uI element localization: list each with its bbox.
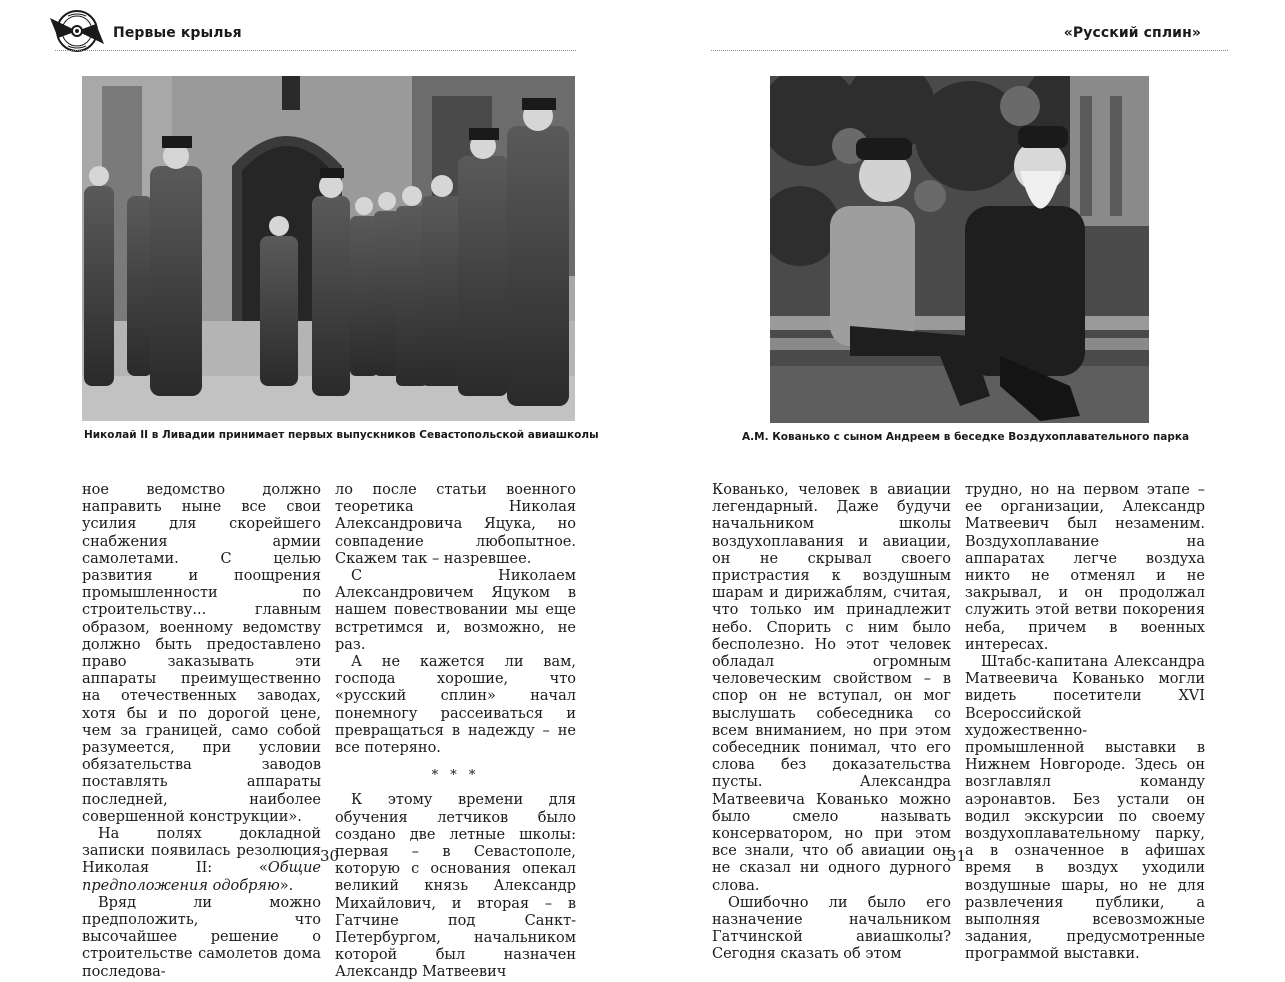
paragraph: ло после статьи военного теоретика Николая Александровича Яцука, но совпадение любопытное. Скажем так – назревшее. — [335, 482, 576, 567]
photo-caption: А.М. Кованько с сыном Андреем в беседке Воздухоплавательного парка — [742, 431, 1190, 443]
paragraph: Ошибочно ли было его назначение начальником Гатчинской авиашколы? Сегодня сказать об этом — [712, 894, 951, 963]
running-head: «Русский сплин» — [1063, 25, 1201, 41]
page-number: 30 — [320, 847, 340, 865]
paragraph: Кованько, человек в авиации легендарный. Даже будучи начальником школы воздухоплавания и авиации, он не скрывал своего пристрастия к воздушным шарам и дирижаблям, считая, что только им принадлежит небо. Спорить с ним было бесполезно. Но этот человек обладал огромным человеческим свойством – в спор он не вступал, он мог выслушать собеседника со всем вниманием, но при этом собеседник понимал, что его слова без доказательства пусты. Александра Матвеевича Кованько можно было смело называть консерватором, но при этом все знали, что об авиации он не сказал ни одного дурного слова. — [712, 482, 951, 894]
right-page — [642, 0, 1285, 963]
photo-livadia-reception — [82, 76, 575, 421]
paragraph: А не кажется ли вам, господа хорошие, что «русский сплин» начал понемногу рассеиваться и превращаться в надежду – не все потеряно. — [335, 654, 576, 757]
section-separator: * * * — [431, 768, 480, 784]
left-page — [0, 0, 642, 981]
paragraph: К этому времени для обучения летчиков было создано две летные школы: первая – в Севастополе, которую с основания опекал великий князь Александр Михайлович, и вторая – в Гатчине под Санкт-Петербургом, начальником которой был назначен Александр Матвеевич — [335, 792, 576, 981]
paragraph: На полях докладной записки появилась резолюция Николая II: «Общие предположения одобряю». — [82, 826, 321, 894]
running-head: Первые крылья — [113, 25, 242, 41]
photo-kovanko-with-son — [770, 76, 1149, 423]
paragraph: Штабс-капитана Александра Матвеевича Кованько могли видеть посетители XVI Всероссийской художественно-промышленной выставки в Нижнем Новгороде. Здесь он возглавлял команду аэронавтов. Без устали он водил экскурсии по своему воздухоплавательному парку, а в означенное в афишах время в воздух уходили воздушные шары, но не для развлечения публики, а выполняя всевозможные задания, предусмотренные программой выставки. — [965, 654, 1205, 963]
text-column-1 — [82, 482, 321, 981]
header-rule — [711, 50, 1228, 51]
paragraph: ное ведомство должно направить ныне все свои усилия для скорейшего снабжения армии самолетами. С целью развития и поощрения промышленности по строительству... главным образом, военному ведомству должно быть предоставлено право заказывать эти аппараты преимущественно на отечественных заводах, хотя бы и по дорогой цене, чем за границей, само собой разумеется, при условии обязательства заводов поставлять аппараты последней, наиболее совершенной конструкции». — [82, 482, 321, 825]
text-column-2 — [965, 482, 1205, 964]
paragraph: С Николаем Александровичем Яцуком в нашем повествовании мы еще встретимся и, возможно, не раз. — [335, 568, 576, 653]
paragraph: Вряд ли можно предположить, что высочайшее решение о строительстве самолетов дома последова- — [82, 894, 321, 980]
text-column-1 — [712, 482, 951, 964]
photo-caption: Николай II в Ливадии принимает первых выпускников Севастопольской авиашколы — [84, 429, 599, 441]
propeller-emblem-icon — [46, 8, 108, 54]
paragraph: трудно, но на первом этапе – ее организации, Александр Матвеевич был незаменим. Воздухоплавание на аппаратах легче воздуха никто не отменял и не закрывал, и он продолжал служить этой ветви покорения неба, причем в военных интересах. — [965, 482, 1205, 653]
header-rule — [55, 50, 576, 51]
page-number: 31 — [947, 847, 967, 865]
